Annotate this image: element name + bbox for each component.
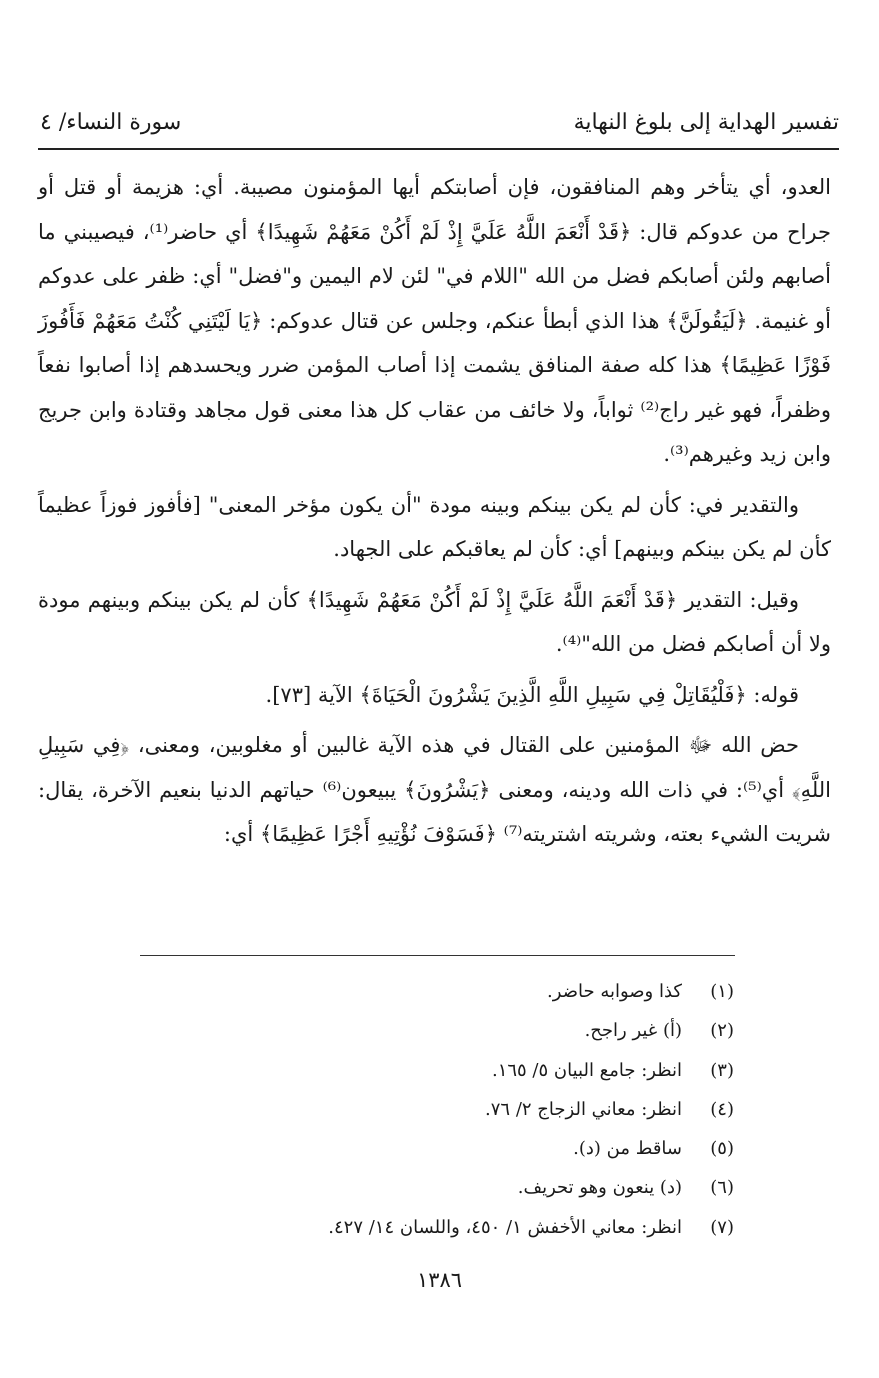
footnote-item	[140, 1208, 734, 1247]
footnote-number: (١)	[710, 981, 734, 1002]
running-header	[40, 100, 839, 144]
footnote-number: (٦)	[710, 1177, 734, 1199]
footnote-item	[140, 1051, 734, 1090]
footnote-text: كذا وصوابه حاضر.	[547, 981, 682, 1002]
footnote-item	[140, 1011, 734, 1050]
main-text	[38, 165, 831, 857]
paragraph: قوله: ﴿فَلْيُقَاتِلْ فِي سَبِيلِ اللَّهِ الَّذِينَ يَشْرُونَ الْحَيَاةَ﴾ الآية [٧٣].	[265, 682, 799, 707]
paragraph: وقيل: التقدير ﴿قَدْ أَنْعَمَ اللَّهُ عَلَيَّ إِذْ لَمْ أَكُنْ مَعَهُمْ شَهِيدًا﴾ كأن لم يكن بينكم وبينهم مودة ولا أن أصابكم فضل من الله"⁽⁴⁾.	[38, 587, 831, 656]
footnote-item	[140, 972, 734, 1011]
footnote-number: (٣)	[710, 1059, 734, 1081]
footnote-text: (أ) غير راجح.	[584, 1020, 682, 1042]
paragraph: والتقدير في: كأن لم يكن بينكم وبينه مودة "أن يكون مؤخر المعنى" [فأفوز فوزاً عظيماً كأن لم يكن بينكم وبينهم] أي: كأن لم يعاقبكم على الجهاد.	[38, 492, 831, 561]
footnote-text: انظر: جامع البيان ٥/ ١٦٥.	[491, 1059, 682, 1081]
paragraph: العدو، أي يتأخر وهم المنافقون، فإن أصابتكم أيها المؤمنون مصيبة. أي: هزيمة أو قتل أو جراح من عدوكم قال: ﴿قَدْ أَنْعَمَ اللَّهُ عَلَيَّ إِذْ لَمْ أَكُنْ مَعَهُمْ شَهِيدًا﴾ أي حاضر⁽¹⁾، فيصيبني ما أصابهم ولئن أصابكم فضل من الله "اللام في" لئن لام اليمين و"فضل" أي: ظفر على عدوكم أو غنيمة. ﴿لَيَقُولَنَّ﴾ هذا الذي أبطأ عنكم، وجلس عن قتال عدوكم: ﴿يَا لَيْتَنِي كُنْتُ مَعَهُمْ فَأَفُوزَ فَوْزًا عَظِيمًا﴾ هذا كله صفة المنافق يشمت إذا أصاب المؤمن ضرر ويحسدهم إذا أصابوا نفعاً وظفراً، فهو غير راج⁽²⁾ ثواباً، ولا خائف من عقاب كل هذا معنى قول مجاهد وقتادة وابن جريج وابن زيد وغيرهم⁽³⁾.	[38, 175, 831, 466]
footnote-text: انظر: معاني الأخفش ١/ ٤٥٠، واللسان ١٤/ ٤٢٧.	[328, 1216, 682, 1238]
page-number: ١٣٨٦	[416, 1268, 463, 1292]
footnote-text: (د) ينعون وهو تحريف.	[517, 1177, 682, 1199]
surah-label: سورة النساء/ ٤	[40, 109, 182, 135]
footnote-item	[140, 1129, 734, 1168]
book-title: تفسير الهداية إلى بلوغ النهاية	[573, 109, 839, 135]
footnote-text: انظر: معاني الزجاج ٢/ ٧٦.	[485, 1098, 682, 1120]
footnote-item	[140, 1090, 734, 1129]
footnotes	[140, 972, 734, 1247]
footnote-number: (٢)	[710, 1020, 734, 1042]
header-rule	[38, 148, 839, 150]
footnote-number: (٤)	[710, 1098, 734, 1120]
footnote-number: (٧)	[710, 1216, 734, 1238]
footnote-rule	[140, 955, 735, 956]
footnote-text: ساقط من (د).	[573, 1138, 682, 1160]
paragraph: حض الله ﷻ المؤمنين على القتال في هذه الآية غالبين أو مغلوبين، ومعنى، ﴿فِي سَبِيلِ اللَّهِ﴾ أي⁽⁵⁾: في ذات الله ودينه، ومعنى ﴿يَشْرُونَ﴾ يبيعون⁽⁶⁾ حياتهم الدنيا بنعيم الآخرة، يقال: شريت الشيء بعته، وشريته اشتريته⁽⁷⁾ ﴿فَسَوْفَ نُؤْتِيهِ أَجْرًا عَظِيمًا﴾ أي:	[38, 733, 832, 846]
footnote-number: (٥)	[710, 1138, 734, 1160]
footnote-item	[140, 1168, 734, 1207]
